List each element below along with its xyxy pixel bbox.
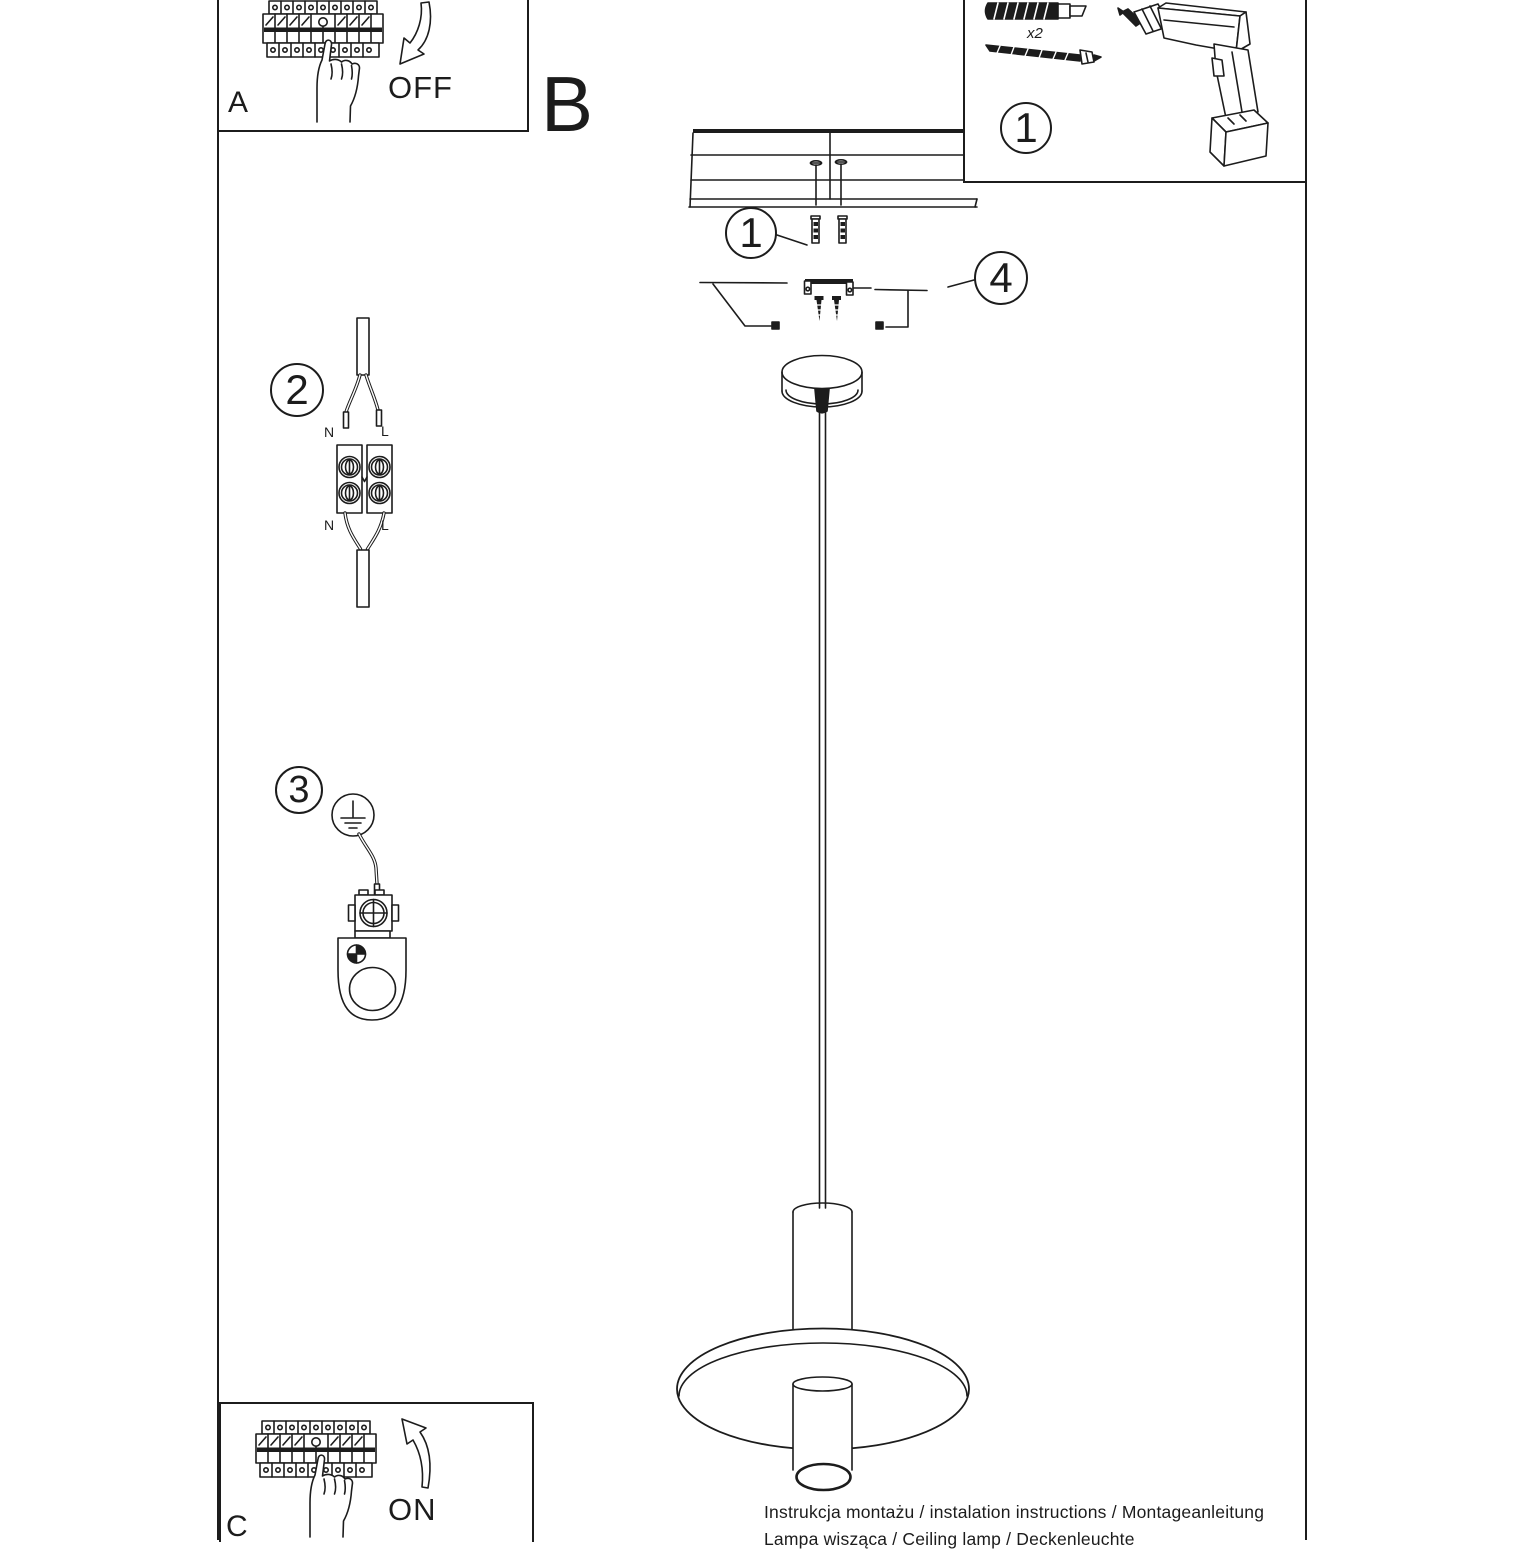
- panel-b-letter: B: [541, 60, 594, 148]
- callout-bracket: 4: [974, 251, 1028, 305]
- callout-grounding: 3: [275, 766, 323, 814]
- page-border-right: [1305, 0, 1307, 1540]
- suspension-cable: [820, 412, 826, 1208]
- page-border-left: [217, 0, 219, 1540]
- wire-label-l-bottom: L: [381, 517, 389, 533]
- mounting-bracket-diagram: [700, 279, 974, 329]
- ceiling-planks: [689, 129, 977, 207]
- callout-wiring: 2: [270, 363, 324, 417]
- pendant-lamp: [677, 1203, 969, 1490]
- off-label: OFF: [388, 70, 453, 105]
- grounding-diagram: [332, 794, 406, 1020]
- panel-a-box: [217, 0, 529, 132]
- on-label: ON: [388, 1492, 437, 1527]
- panel-a-letter: A: [228, 86, 249, 119]
- wiring-diagram: [337, 318, 392, 607]
- footer-title-line2: Lampa wisząca / Ceiling lamp / Deckenleuchte: [764, 1529, 1135, 1549]
- panel-c-box: [219, 1402, 534, 1542]
- wire-label-n-bottom: N: [324, 517, 335, 533]
- parts-box: [963, 0, 1307, 183]
- wire-label-n-top: N: [324, 424, 335, 440]
- ceiling-canopy: [782, 356, 862, 413]
- callout-wall-plugs: 1: [725, 207, 777, 259]
- panel-c-letter: C: [226, 1510, 248, 1543]
- footer-title-line1: Instrukcja montażu / instalation instructions / Montageanleitung: [764, 1502, 1265, 1522]
- callout-parts-kit: 1: [1000, 102, 1052, 154]
- wall-plugs-pair: [777, 216, 847, 245]
- wire-label-l-top: L: [381, 423, 389, 439]
- dowel-quantity-label: x2: [1027, 25, 1043, 42]
